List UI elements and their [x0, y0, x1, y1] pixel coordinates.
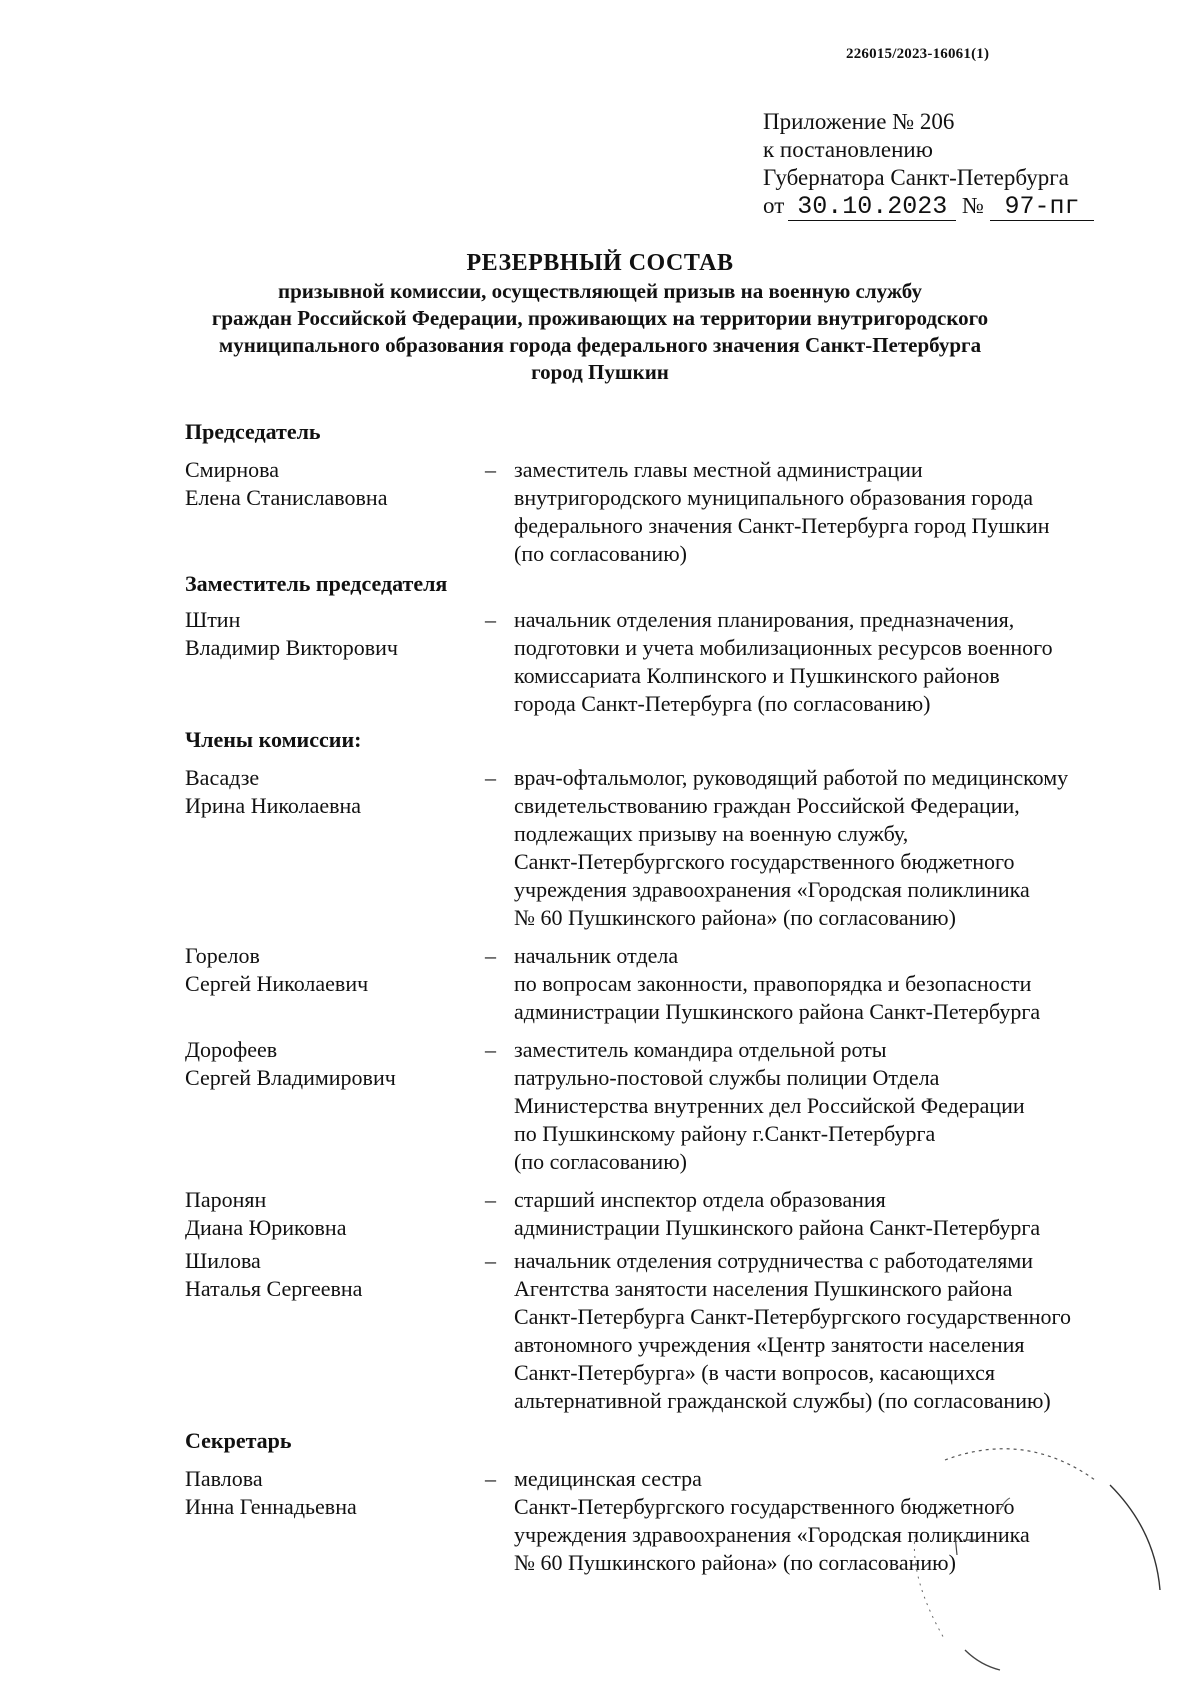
position-line: по вопросам законности, правопорядка и безопасности	[514, 971, 1032, 996]
dash-separator: –	[485, 1248, 496, 1273]
position-line: свидетельствованию граждан Российской Федерации,	[514, 793, 1020, 818]
position-line: Санкт-Петербургского государственного бюджетного	[514, 1494, 1015, 1519]
member-name	[185, 942, 485, 1026]
position-line: (по согласованию)	[514, 541, 687, 566]
appendix-date-line	[763, 192, 1094, 221]
position-line: начальник отделения планирования, предназначения,	[514, 607, 1015, 632]
position-line: внутригородского муниципального образования города	[514, 485, 1034, 510]
dash-separator: –	[485, 1466, 496, 1491]
dash-separator: –	[485, 943, 496, 968]
dash-separator: –	[485, 1037, 496, 1062]
member-entry	[185, 606, 1145, 718]
title-sub-line: муниципального образования города федерального значения Санкт-Петербурга	[218, 333, 982, 357]
section-heading-deputy: Заместитель председателя	[185, 571, 448, 596]
member-entry	[185, 764, 1145, 932]
appendix-reference: к постановлению	[763, 137, 933, 162]
position-line: учреждения здравоохранения «Городская поликлиника	[514, 1522, 1030, 1547]
member-entry	[185, 942, 1145, 1026]
position-line: № 60 Пушкинского района» (по согласованию)	[514, 1550, 956, 1575]
position-line: учреждения здравоохранения «Городская поликлиника	[514, 877, 1030, 902]
document-title	[60, 248, 1140, 386]
member-surname: Штин	[185, 607, 241, 632]
member-given-names: Наталья Сергеевна	[185, 1276, 363, 1301]
position-line: заместитель командира отдельной роты	[514, 1037, 887, 1062]
member-given-names: Сергей Николаевич	[185, 971, 369, 996]
member-name	[185, 764, 485, 932]
member-surname: Павлова	[185, 1466, 263, 1491]
position-line: города Санкт-Петербурга (по согласованию)	[514, 691, 931, 716]
member-surname: Смирнова	[185, 457, 280, 482]
position-line: Санкт-Петербургского государственного бюджетного	[514, 849, 1015, 874]
member-name	[185, 1036, 485, 1176]
member-surname: Горелов	[185, 943, 260, 968]
member-position	[514, 456, 1145, 568]
position-line: комиссариата Колпинского и Пушкинского районов	[514, 663, 1000, 688]
decree-number: 97-пг	[990, 194, 1094, 221]
date-prefix: от	[763, 193, 785, 218]
member-entry	[185, 1186, 1145, 1242]
member-surname: Шилова	[185, 1248, 261, 1273]
position-line: федерального значения Санкт-Петербурга город Пушкин	[514, 513, 1050, 538]
member-entry	[185, 1247, 1145, 1415]
position-line: администрации Пушкинского района Санкт-Петербурга	[514, 999, 1041, 1024]
member-surname: Дорофеев	[185, 1037, 278, 1062]
position-line: администрации Пушкинского района Санкт-Петербурга	[514, 1215, 1041, 1240]
position-line: Министерства внутренних дел Российской Федерации	[514, 1093, 1025, 1118]
member-entry	[185, 456, 1145, 568]
appendix-issuer: Губернатора Санкт-Петербурга	[763, 165, 1069, 190]
member-surname: Васадзе	[185, 765, 260, 790]
member-name	[185, 1465, 485, 1577]
position-line: заместитель главы местной администрации	[514, 457, 923, 482]
title-sub-line: город Пушкин	[531, 360, 669, 384]
dash-separator: –	[485, 457, 496, 482]
member-position	[514, 606, 1145, 718]
position-line: патрульно-постовой службы полиции Отдела	[514, 1065, 940, 1090]
position-line: медицинская сестра	[514, 1466, 702, 1491]
number-prefix: №	[962, 193, 984, 218]
dash-separator: –	[485, 1187, 496, 1212]
member-given-names: Инна Геннадьевна	[185, 1494, 357, 1519]
position-line: Агентства занятости населения Пушкинского района	[514, 1276, 1013, 1301]
appendix-header	[763, 108, 1094, 221]
position-line: № 60 Пушкинского района» (по согласованию)	[514, 905, 956, 930]
member-position	[514, 942, 1145, 1026]
member-name	[185, 606, 485, 718]
section-heading-secretary: Секретарь	[185, 1428, 292, 1453]
position-line: (по согласованию)	[514, 1149, 687, 1174]
position-line: альтернативной гражданской службы) (по согласованию)	[514, 1388, 1051, 1413]
document-registration-number: 226015/2023-16061(1)	[846, 46, 990, 62]
position-line: по Пушкинскому району г.Санкт-Петербурга	[514, 1121, 936, 1146]
decree-date: 30.10.2023	[788, 194, 956, 221]
member-name	[185, 456, 485, 568]
member-name	[185, 1186, 485, 1242]
position-line: Санкт-Петербурга Санкт-Петербургского государственного	[514, 1304, 1071, 1329]
member-given-names: Диана Юриковна	[185, 1215, 347, 1240]
position-line: старший инспектор отдела образования	[514, 1187, 886, 1212]
section-heading-chairman: Председатель	[185, 419, 321, 444]
seal-stamp-mark	[905, 1440, 1165, 1690]
member-surname: Паронян	[185, 1187, 267, 1212]
position-line: начальник отделения сотрудничества с работодателями	[514, 1248, 1034, 1273]
title-sub-line: граждан Российской Федерации, проживающих на территории внутригородского	[211, 306, 989, 330]
title-sub-line: призывной комиссии, осуществляющей призыв на военную службу	[278, 279, 922, 303]
member-position	[514, 1186, 1145, 1242]
position-line: начальник отдела	[514, 943, 679, 968]
dash-separator: –	[485, 607, 496, 632]
member-entry	[185, 1036, 1145, 1176]
dash-separator: –	[485, 765, 496, 790]
appendix-number: Приложение № 206	[763, 109, 955, 134]
position-line: автономного учреждения «Центр занятости населения	[514, 1332, 1025, 1357]
member-position	[514, 1036, 1145, 1176]
member-given-names: Владимир Викторович	[185, 635, 398, 660]
member-given-names: Ирина Николаевна	[185, 793, 362, 818]
member-given-names: Сергей Владимирович	[185, 1065, 396, 1090]
member-given-names: Елена Станиславовна	[185, 485, 388, 510]
member-position	[514, 764, 1145, 932]
position-line: Санкт-Петербурга» (в части вопросов, касающихся	[514, 1360, 995, 1385]
position-line: врач-офтальмолог, руководящий работой по медицинскому	[514, 765, 1069, 790]
title-subtitle	[60, 278, 1140, 386]
composition-list	[185, 418, 1145, 1577]
title-main: РЕЗЕРВНЫЙ СОСТАВ	[466, 250, 734, 276]
section-heading-members: Члены комиссии:	[185, 727, 362, 752]
position-line: подлежащих призыву на военную службу,	[514, 821, 909, 846]
member-position	[514, 1247, 1145, 1415]
member-name	[185, 1247, 485, 1415]
position-line: подготовки и учета мобилизационных ресурсов военного	[514, 635, 1053, 660]
